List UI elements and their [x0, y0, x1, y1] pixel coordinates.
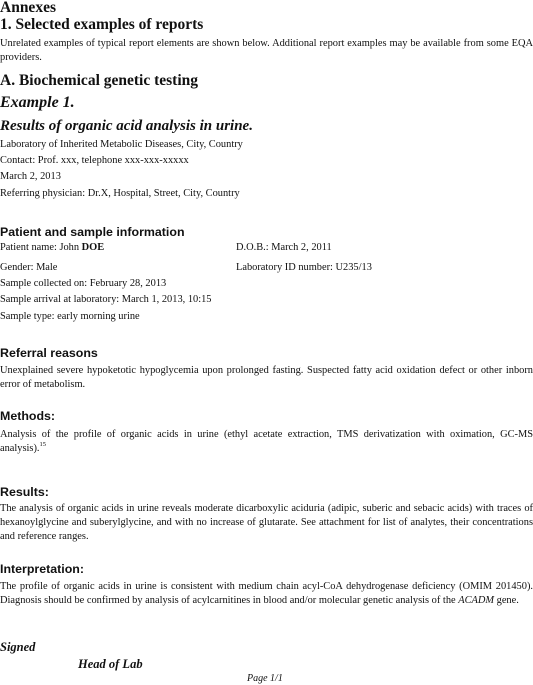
sample-arrival: Sample arrival at laboratory: March 1, 2013, 10:15	[0, 294, 212, 305]
methods-heading: Methods:	[0, 409, 56, 423]
example-heading: Example 1.	[0, 94, 75, 111]
page-number: Page 1/1	[247, 673, 283, 684]
methods-text: Analysis of the profile of organic acids in urine (ethyl acetate extraction, TMS derivatization with oximation, GC-MS analysis).	[0, 429, 533, 454]
signed-label: Signed	[0, 640, 36, 654]
results-heading: Results:	[0, 485, 49, 499]
patient-surname: DOE	[81, 242, 105, 253]
methods-paragraph	[0, 428, 533, 456]
lab-contact: Contact: Prof. xxx, telephone xxx-xxx-xxxxx	[0, 155, 189, 166]
patient-name-label: Patient name: John	[0, 242, 82, 253]
lab-id-number: Laboratory ID number: U235/13	[236, 262, 372, 273]
referral-text: Unexplained severe hypoketotic hypoglycemia upon prolonged fasting. Suspected fatty acid oxidation defect or other inborn error of metabolism.	[0, 365, 533, 390]
section-1-heading: 1. Selected examples of reports	[0, 16, 204, 33]
results-text: The analysis of organic acids in urine reveals moderate dicarboxylic aciduria (adipic, suberic and sebacic acids) with traces of hexanoylglycine and suberylglycine, and with no increase of glutarate. See attachment for list of analytes, their concentrations and reference ranges.	[0, 503, 533, 542]
report-title: Results of organic acid analysis in urine.	[0, 118, 253, 134]
section-1-intro: Unrelated examples of typical report elements are shown below. Additional report examples may be available from some EQA providers.	[0, 38, 533, 63]
patient-section-heading: Patient and sample information	[0, 225, 185, 239]
gene-name: ACADM	[458, 595, 495, 606]
patient-gender: Gender: Male	[0, 262, 58, 273]
report-date: March 2, 2013	[0, 171, 61, 182]
interpretation-text-end: gene.	[494, 595, 519, 606]
referral-heading: Referral reasons	[0, 346, 98, 360]
patient-name	[0, 242, 104, 253]
interpretation-paragraph	[0, 580, 533, 608]
section-a-heading: A. Biochemical genetic testing	[0, 72, 199, 89]
methods-reference: 15	[39, 441, 47, 448]
sample-type: Sample type: early morning urine	[0, 311, 140, 322]
annexes-heading: Annexes	[0, 0, 56, 16]
referring-physician: Referring physician: Dr.X, Hospital, Street, City, Country	[0, 188, 240, 199]
interpretation-heading: Interpretation:	[0, 562, 84, 576]
interpretation-text: The profile of organic acids in urine is consistent with medium chain acyl-CoA dehydrogenase deficiency (OMIM 201450). Diagnosis should be confirmed by analysis of acylcarnitines in blood and/or molecular genetic analysis of the	[0, 581, 533, 606]
patient-dob: D.O.B.: March 2, 2011	[236, 242, 332, 253]
head-of-lab-label: Head of Lab	[78, 657, 143, 671]
sample-collected: Sample collected on: February 28, 2013	[0, 278, 167, 289]
lab-name: Laboratory of Inherited Metabolic Diseases, City, Country	[0, 139, 243, 150]
